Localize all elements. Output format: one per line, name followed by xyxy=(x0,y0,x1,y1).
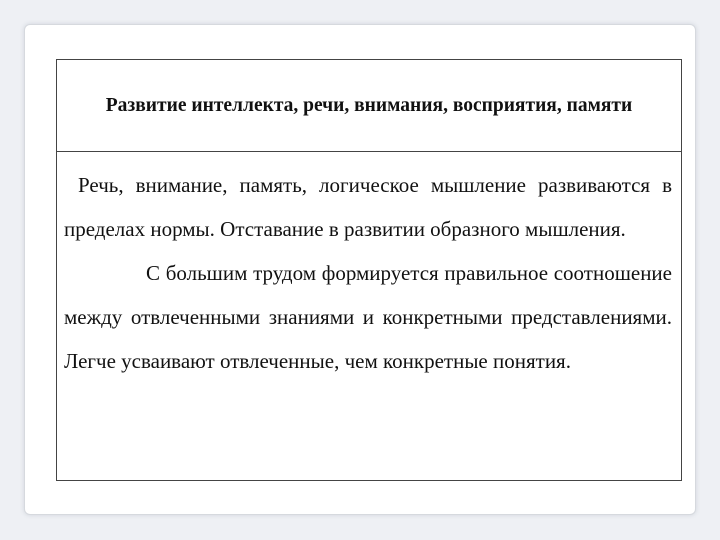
table-header-cell xyxy=(57,60,681,152)
table-body-cell xyxy=(57,152,681,383)
paragraph-abstract-knowledge: С большим трудом формируется правильное соотношение между отвлеченными знаниями и конкретными представлениями. Легче усваивают отвлеченные, чем конкретные понятия. xyxy=(64,261,672,373)
slide xyxy=(24,24,696,515)
content-table xyxy=(56,59,682,481)
paragraph-speech-attention: Речь, внимание, память, логическое мышление развиваются в пределах нормы. Отставание в развитии образного мышления. xyxy=(64,173,672,241)
slide-title: Развитие интеллекта, речи, внимания, восприятия, памяти xyxy=(105,94,633,116)
